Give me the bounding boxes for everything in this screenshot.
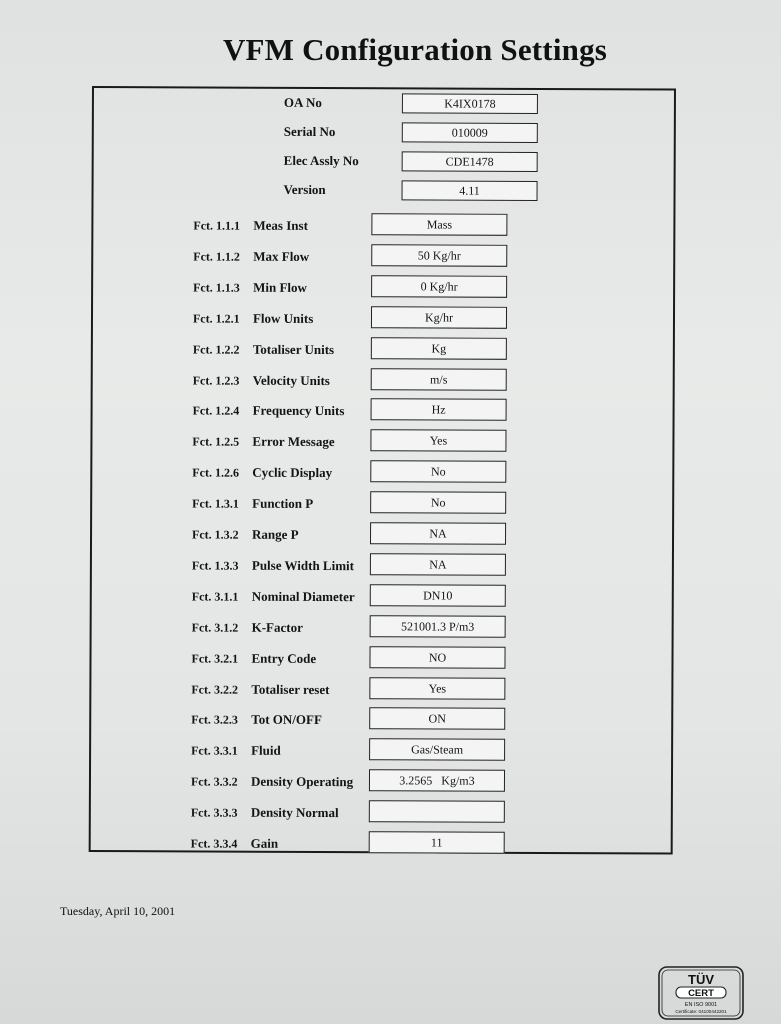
function-code: Fct. 1.3.1 bbox=[192, 496, 239, 511]
function-code: Fct. 1.1.1 bbox=[193, 218, 241, 233]
function-name: Min Flow bbox=[253, 279, 307, 295]
function-value-box: DN10 bbox=[370, 584, 506, 607]
svg-text:CERT: CERT bbox=[688, 988, 714, 999]
function-name: Velocity Units bbox=[252, 372, 330, 388]
function-name: Function P bbox=[252, 495, 314, 512]
function-code: Fct. 3.3.4 bbox=[190, 836, 238, 851]
function-value-box: 3.2565 Kg/m3 bbox=[369, 769, 505, 792]
function-code: Fct. 1.2.4 bbox=[192, 403, 240, 419]
function-value-box: m/s bbox=[371, 368, 507, 391]
function-name: Meas Inst bbox=[253, 217, 308, 233]
function-code: Fct. 3.2.1 bbox=[191, 651, 239, 666]
function-name: Frequency Units bbox=[252, 403, 345, 419]
function-code: Fct. 1.2.6 bbox=[192, 465, 240, 480]
function-name: Density Normal bbox=[250, 804, 339, 821]
function-value-box: ON bbox=[369, 708, 505, 731]
function-name: Pulse Width Limit bbox=[251, 557, 355, 574]
header-value-box: 4.11 bbox=[402, 180, 538, 201]
header-value-box: K4IX0178 bbox=[402, 93, 538, 114]
function-value-box: Gas/Steam bbox=[369, 739, 505, 762]
function-name: Totaliser reset bbox=[251, 681, 330, 697]
function-code: Fct. 1.1.2 bbox=[193, 249, 240, 264]
svg-text:Certificate: 04100442201: Certificate: 04100442201 bbox=[675, 1009, 727, 1014]
function-value-box: No bbox=[370, 460, 506, 483]
function-code: Fct. 1.2.3 bbox=[192, 372, 240, 388]
function-name: Error Message bbox=[252, 434, 335, 450]
function-code: Fct. 3.2.2 bbox=[191, 681, 239, 697]
function-value-box: NA bbox=[370, 553, 506, 576]
function-name: Fluid bbox=[251, 742, 281, 759]
function-name: Range P bbox=[252, 526, 299, 542]
function-value-box: 521001.3 P/m3 bbox=[370, 615, 506, 638]
function-name: Flow Units bbox=[252, 310, 314, 326]
header-label: OA No bbox=[283, 94, 322, 111]
function-code: Fct. 3.1.2 bbox=[191, 620, 239, 635]
function-value-box: Mass bbox=[371, 213, 507, 236]
header-label: Elec Assly No bbox=[283, 152, 359, 169]
function-value-box: Kg/hr bbox=[371, 306, 507, 329]
function-value-box: NO bbox=[369, 646, 505, 669]
print-date: Tuesday, April 10, 2001 bbox=[60, 904, 176, 918]
function-name: Entry Code bbox=[251, 650, 317, 666]
header-label: Version bbox=[283, 181, 326, 198]
function-value-box: Hz bbox=[371, 399, 507, 422]
function-code: Fct. 3.1.1 bbox=[191, 589, 239, 604]
function-code: Fct. 1.2.5 bbox=[192, 434, 240, 449]
function-code: Fct. 3.3.1 bbox=[191, 743, 238, 758]
function-value-box: No bbox=[370, 491, 506, 514]
settings-rows bbox=[94, 88, 674, 851]
function-code: Fct. 3.2.3 bbox=[191, 712, 238, 728]
function-name: Nominal Diameter bbox=[251, 588, 355, 604]
header-value-box: 010009 bbox=[402, 122, 538, 143]
header-label: Serial No bbox=[283, 123, 336, 140]
function-code: Fct. 1.1.3 bbox=[193, 280, 240, 295]
svg-text:EN ISO 9001: EN ISO 9001 bbox=[684, 1002, 718, 1008]
function-name: Gain bbox=[250, 835, 279, 851]
function-code: Fct. 1.3.3 bbox=[191, 558, 239, 573]
document-title: VFM Configuration Settings bbox=[222, 32, 608, 67]
function-value-box: 50 Kg/hr bbox=[371, 244, 507, 267]
function-value-box: 0 Kg/hr bbox=[371, 275, 507, 298]
function-code: Fct. 3.3.2 bbox=[190, 774, 238, 789]
function-name: Cyclic Display bbox=[252, 464, 333, 481]
function-code: Fct. 1.2.2 bbox=[192, 342, 240, 357]
function-name: Max Flow bbox=[253, 248, 310, 264]
function-code: Fct. 3.3.3 bbox=[190, 805, 238, 820]
function-value-box: NA bbox=[370, 522, 506, 545]
function-value-box bbox=[369, 800, 505, 823]
settings-table bbox=[89, 86, 676, 855]
function-name: Tot ON/OFF bbox=[251, 712, 322, 728]
svg-text:TÜV: TÜV bbox=[688, 972, 714, 987]
tuv-cert-logo bbox=[658, 966, 744, 1020]
function-value-box: Yes bbox=[369, 677, 505, 700]
function-value-box: Kg bbox=[371, 337, 507, 360]
header-value-box: CDE1478 bbox=[402, 151, 538, 172]
function-code: Fct. 1.3.2 bbox=[192, 527, 239, 542]
function-name: K-Factor bbox=[251, 619, 303, 635]
function-value-box: 11 bbox=[369, 831, 505, 854]
function-name: Totaliser Units bbox=[252, 341, 335, 357]
function-code: Fct. 1.2.1 bbox=[192, 311, 240, 326]
function-value-box: Yes bbox=[370, 430, 506, 453]
function-name: Density Operating bbox=[250, 773, 354, 790]
